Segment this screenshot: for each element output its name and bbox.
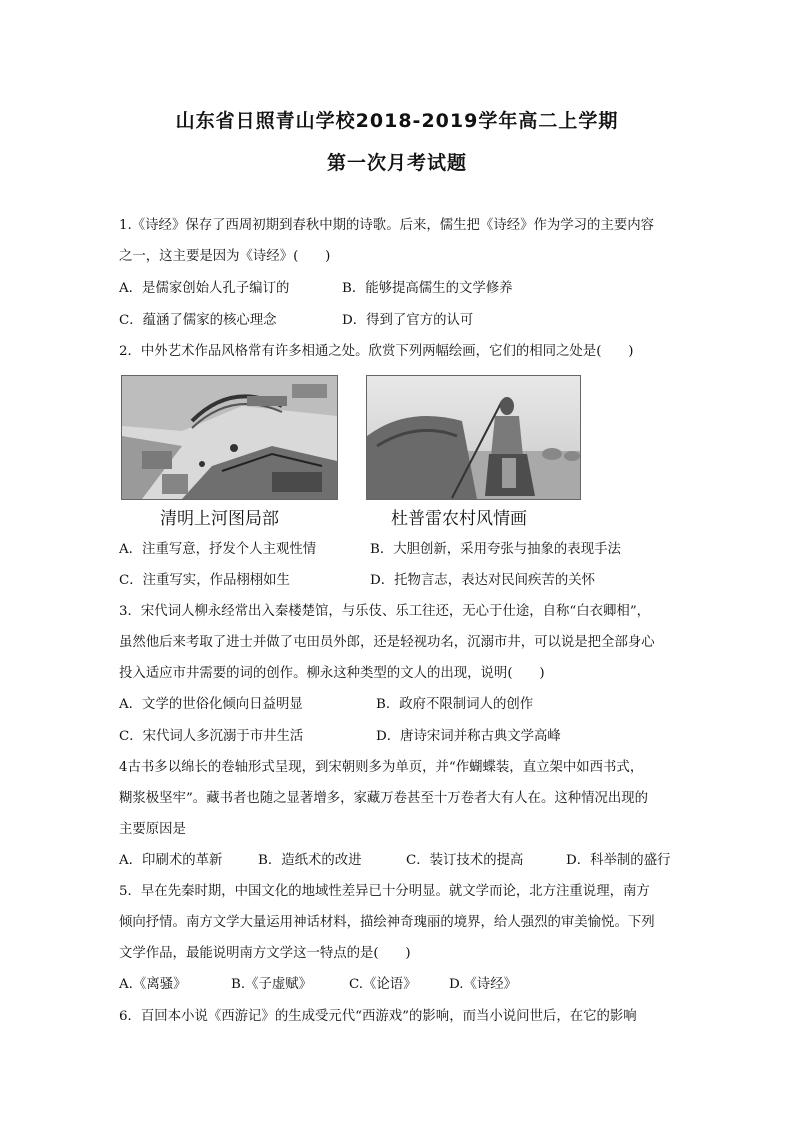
image-caption: 杜普雷农村风情画	[391, 509, 527, 529]
option-a: A．文学的世俗化倾向日益明显	[119, 697, 303, 712]
exam-subtitle: 第一次月考试题	[326, 152, 467, 174]
option-b: B．政府不限制词人的创作	[376, 697, 534, 712]
question-text: 之一，这主要是因为《诗经》( )	[119, 249, 331, 264]
question-text: 虽然他后来考取了进士并做了屯田员外郎，还是轻视功名，沉溺市井，可以说是把全部身心	[119, 635, 655, 650]
option-d: D．科举制的盛行	[566, 853, 671, 868]
option-a: A．是儒家创始人孔子编订的	[119, 281, 290, 296]
millet-peasant-painting-image	[366, 375, 581, 500]
option-c: C.《论语》	[349, 977, 417, 992]
option-c: C．宋代词人多沉溺于市井生活	[119, 729, 304, 744]
option-a: A.《离骚》	[119, 977, 187, 992]
question-text: 倾向抒情。南方文学大量运用神话材料，描绘神奇瑰丽的境界，给人强烈的审美愉悦。下列	[119, 915, 655, 930]
option-d: D．托物言志，表达对民间疾苦的关怀	[370, 573, 595, 588]
option-c: C．蕴涵了儒家的核心理念	[119, 313, 277, 328]
question-text: 5．早在先秦时期，中国文化的地域性差异已十分明显。就文学而论，北方注重说理，南方	[119, 884, 650, 899]
option-b: B．大胆创新，采用夸张与抽象的表现手法	[370, 542, 621, 557]
option-a: A．注重写意，抒发个人主观性情	[119, 542, 317, 557]
question-text: 3．宋代词人柳永经常出入秦楼楚馆，与乐伎、乐工往还，无心于仕途，自称“白衣卿相”，	[119, 604, 651, 619]
option-c: C．注重写实，作品栩栩如生	[119, 573, 290, 588]
exam-title: 山东省日照青山学校2018-2019学年高二上学期	[175, 110, 619, 132]
option-d: D．得到了官方的认可	[342, 313, 474, 328]
question-text: 糊浆极坚牢”。藏书者也随之显著增多，家藏万卷甚至十万卷者大有人在。这种情况出现的	[119, 791, 649, 806]
question-text: 2．中外艺术作品风格常有许多相通之处。欣赏下列两幅绘画，它们的相同之处是( )	[119, 344, 634, 359]
option-d: D.《诗经》	[449, 977, 518, 992]
question-text: 6．百回本小说《西游记》的生成受元代“西游戏”的影响，而当小说问世后，在它的影响	[119, 1009, 637, 1024]
qingming-painting-image	[121, 375, 338, 500]
question-text: 1.《诗经》保存了西周初期到春秋中期的诗歌。后来，儒生把《诗经》作为学习的主要内容	[119, 218, 655, 233]
option-c: C．装订技术的提高	[406, 853, 524, 868]
image-caption: 清明上河图局部	[160, 509, 279, 529]
option-d: D．唐诗宋词并称古典文学高峰	[376, 729, 561, 744]
question-text: 文学作品，最能说明南方文学这一特点的是( )	[119, 946, 411, 961]
option-b: B．造纸术的改进	[258, 853, 362, 868]
option-b: B．能够提高儒生的文学修养	[342, 281, 513, 296]
option-b: B.《子虚赋》	[231, 977, 313, 992]
question-text: 主要原因是	[119, 822, 186, 837]
question-text: 投入适应市井需要的词的创作。柳永这种类型的文人的出现，说明( )	[119, 666, 545, 681]
question-text: 4古书多以绵长的卷轴形式呈现，到宋朝则多为单页，并“作蝴蝶装，直立架中如西书式，	[119, 760, 644, 775]
option-a: A．印刷术的革新	[119, 853, 223, 868]
